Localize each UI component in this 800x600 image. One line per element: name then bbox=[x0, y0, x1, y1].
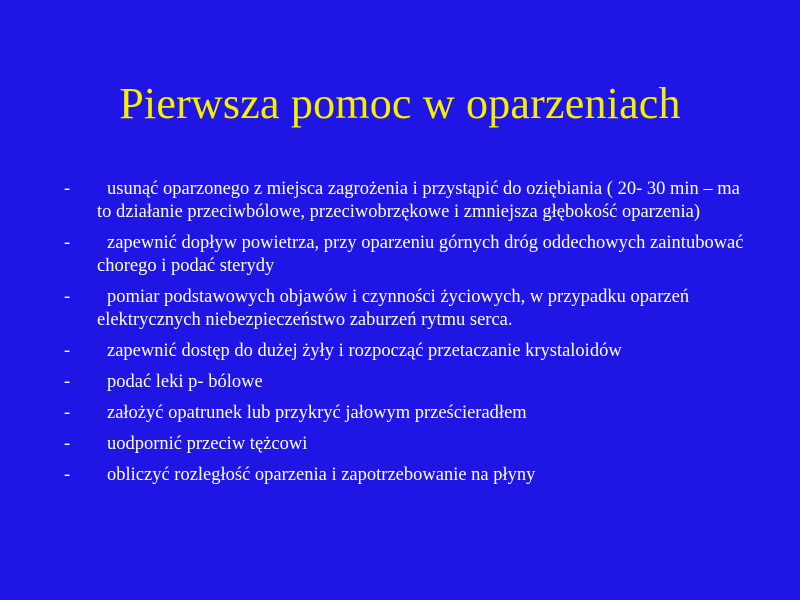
bullet-item bbox=[64, 464, 754, 487]
bullet-text: zapewnić dostęp do dużej żyły i rozpocząć przetaczanie krystaloidów bbox=[107, 341, 622, 361]
bullet-marker: - bbox=[64, 287, 71, 307]
bullet-item bbox=[64, 402, 754, 425]
bullet-text: pomiar podstawowych objawów i czynności życiowych, w przypadku oparzeń elektrycznych niebezpieczeństwo zaburzeń rytmu serca. bbox=[97, 287, 690, 330]
bullet-item bbox=[64, 286, 754, 332]
bullet-item bbox=[64, 178, 754, 224]
bullet-text: podać leki p- bólowe bbox=[107, 372, 263, 392]
bullet-marker: - bbox=[64, 403, 71, 423]
bullet-marker: - bbox=[64, 372, 71, 392]
bullet-list bbox=[64, 178, 754, 495]
bullet-marker: - bbox=[64, 341, 71, 361]
bullet-marker: - bbox=[64, 179, 71, 199]
bullet-item bbox=[64, 371, 754, 394]
bullet-marker: - bbox=[64, 434, 71, 454]
bullet-text: obliczyć rozległość oparzenia i zapotrzebowanie na płyny bbox=[107, 465, 536, 485]
bullet-marker: - bbox=[64, 465, 71, 485]
bullet-text: zapewnić dopływ powietrza, przy oparzeniu górnych dróg oddechowych zaintubować chorego i podać sterydy bbox=[97, 233, 744, 276]
bullet-item bbox=[64, 340, 754, 363]
bullet-text: uodpornić przeciw tężcowi bbox=[107, 434, 308, 454]
bullet-item bbox=[64, 232, 754, 278]
bullet-text: założyć opatrunek lub przykryć jałowym prześcieradłem bbox=[107, 403, 527, 423]
bullet-text: usunąć oparzonego z miejsca zagrożenia i przystąpić do oziębiania ( 20- 30 min – ma to działanie przeciwbólowe, przeciwobrzękowe i zmniejsza głębokość oparzenia) bbox=[97, 179, 740, 222]
bullet-item bbox=[64, 433, 754, 456]
bullet-marker: - bbox=[64, 233, 71, 253]
slide-title: Pierwsza pomoc w oparzeniach bbox=[119, 79, 681, 128]
